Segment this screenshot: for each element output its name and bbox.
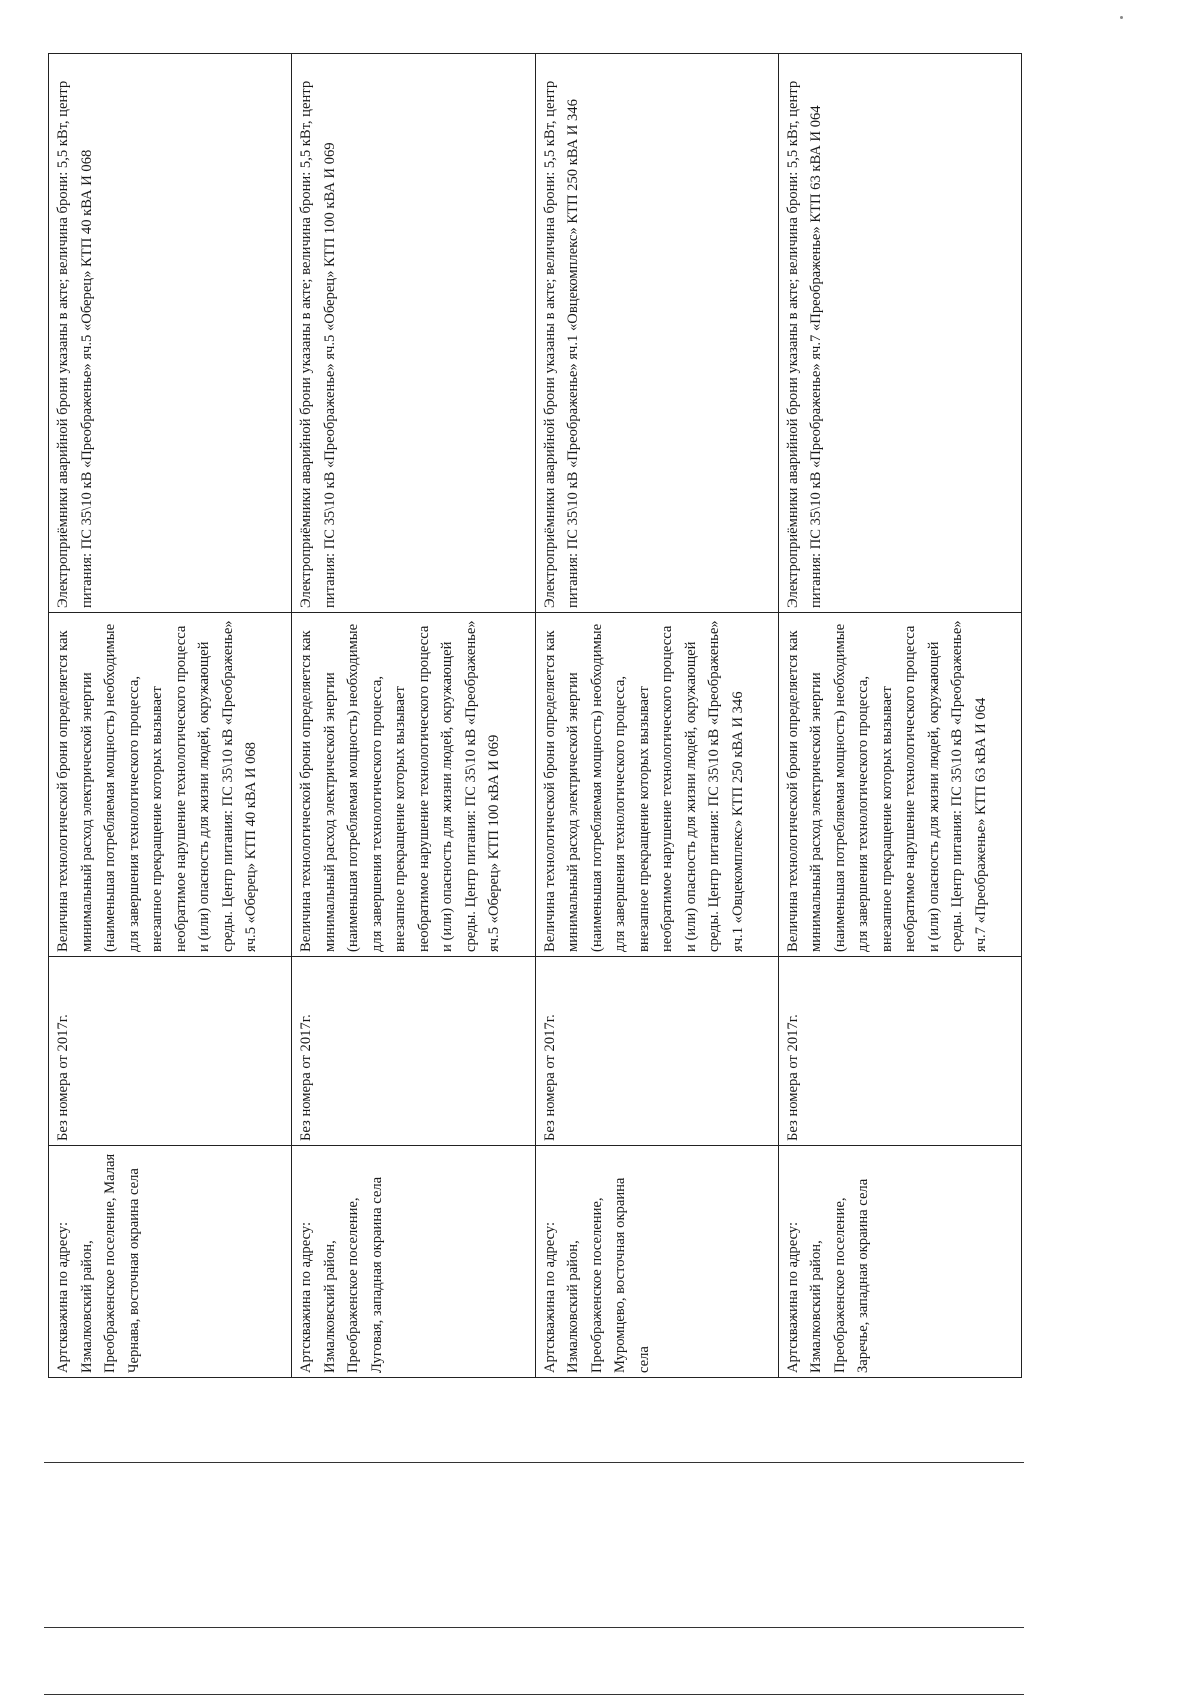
cell-tech-reserve [292, 613, 535, 957]
horizontal-rule [44, 1627, 1024, 1628]
cell-address [778, 1146, 1021, 1378]
emergency-reserve-text: Электроприёмники аварийной брони указаны в акте; величина брони: 5,5 кВт, центр питания: ПС 35\10 кВ «Преображенье» яч.1 «Овцекомплекс» КТП 250 кВА И 346 [541, 80, 581, 608]
cell-document [292, 957, 535, 1146]
cell-emergency-reserve [778, 54, 1021, 613]
cell-emergency-reserve [535, 54, 778, 613]
document-text: Без номера от 2017г. [55, 1014, 71, 1141]
tech-reserve-text: Величина технологической брони определяется как минимальный расход электрической энергии (наименьшая потребляемая мощность) необходимые для завершения технологического процесса, внезапное прекращение которых вызывает необратимое нарушение технологического процесса и (или) опасность для жизни людей, окружающей среды. Центр питания: ПС 35\10 кВ «Преображенье» яч.5 «Оберец» КТП 40 кВА И 068 [55, 620, 259, 952]
emergency-reserve-text: Электроприёмники аварийной брони указаны в акте; величина брони: 5,5 кВт, центр питания: ПС 35\10 кВ «Преображенье» яч.7 «Преображенье» КТП 63 кВА И 064 [784, 80, 825, 608]
cell-tech-reserve [778, 613, 1021, 957]
document-text: Без номера от 2017г. [784, 1014, 801, 1141]
table-row [292, 54, 535, 1378]
emergency-reserve-text: Электроприёмники аварийной брони указаны в акте; величина брони: 5,5 кВт, центр питания: ПС 35\10 кВ «Преображенье» яч.5 «Оберец» КТП 100 кВА И 069 [298, 80, 338, 608]
horizontal-rule [44, 1462, 1024, 1463]
cell-document [49, 957, 292, 1146]
cell-document [535, 957, 778, 1146]
emergency-reserve-text: Электроприёмники аварийной брони указаны в акте; величина брони: 5,5 кВт, центр питания: ПС 35\10 кВ «Преображенье» яч.5 «Оберец» КТП 40 кВА И 068 [55, 80, 95, 608]
cell-document [778, 957, 1021, 1146]
address-text: Артскважина по адресу: Измалковский район, Преображенское поселение, Луговая, западная окраина села [298, 1176, 385, 1373]
table-row [535, 54, 778, 1378]
cell-address [49, 1146, 292, 1378]
cell-emergency-reserve [292, 54, 535, 613]
cell-tech-reserve [535, 613, 778, 957]
document-text: Без номера от 2017г. [298, 1014, 315, 1141]
cell-tech-reserve [49, 613, 292, 957]
tech-reserve-text: Величина технологической брони определяется как минимальный расход электрической энергии (наименьшая потребляемая мощность) необходимые для завершения технологического процесса, внезапное прекращение которых вызывает необратимое нарушение технологического процесса и (или) опасность для жизни людей, окружающей среды. Центр питания: ПС 35\10 кВ «Преображенье» яч.1 «Овцекомплекс» КТП 250 кВА И 346 [541, 620, 746, 952]
reserve-table [48, 53, 1022, 1378]
table-row [778, 54, 1021, 1378]
cell-address [535, 1146, 778, 1378]
address-text: Артскважина по адресу: Измалковский район, Преображенское поселение, Малая Чернава, восточная окраина села [55, 1153, 142, 1373]
document-text: Без номера от 2017г. [541, 1014, 558, 1141]
address-text: Артскважина по адресу: Измалковский район, Преображенское поселение, Заречье, западная окраина села [784, 1178, 872, 1373]
table-row [49, 54, 292, 1378]
scan-speck [1120, 16, 1123, 19]
cell-emergency-reserve [49, 54, 292, 613]
tech-reserve-text: Величина технологической брони определяется как минимальный расход электрической энергии (наименьшая потребляемая мощность) необходимые для завершения технологического процесса, внезапное прекращение которых вызывает необратимое нарушение технологического процесса и (или) опасность для жизни людей, окружающей среды. Центр питания: ПС 35\10 кВ «Преображенье» яч.5 «Оберец» КТП 100 кВА И 069 [298, 620, 503, 952]
rotated-table-container [48, 54, 1022, 1378]
cell-address [292, 1146, 535, 1378]
tech-reserve-text: Величина технологической брони определяется как минимальный расход электрической энергии (наименьшая потребляемая мощность) необходимые для завершения технологического процесса, внезапное прекращение которых вызывает необратимое нарушение технологического процесса и (или) опасность для жизни людей, окружающей среды. Центр питания: ПС 35\10 кВ «Преображенье» яч.7 «Преображенье» КТП 63 кВА И 064 [784, 620, 989, 952]
horizontal-rule [44, 1694, 1024, 1695]
address-text: Артскважина по адресу: Измалковский район, Преображенское поселение, Муромцево, восточная окраина села [541, 1177, 652, 1373]
